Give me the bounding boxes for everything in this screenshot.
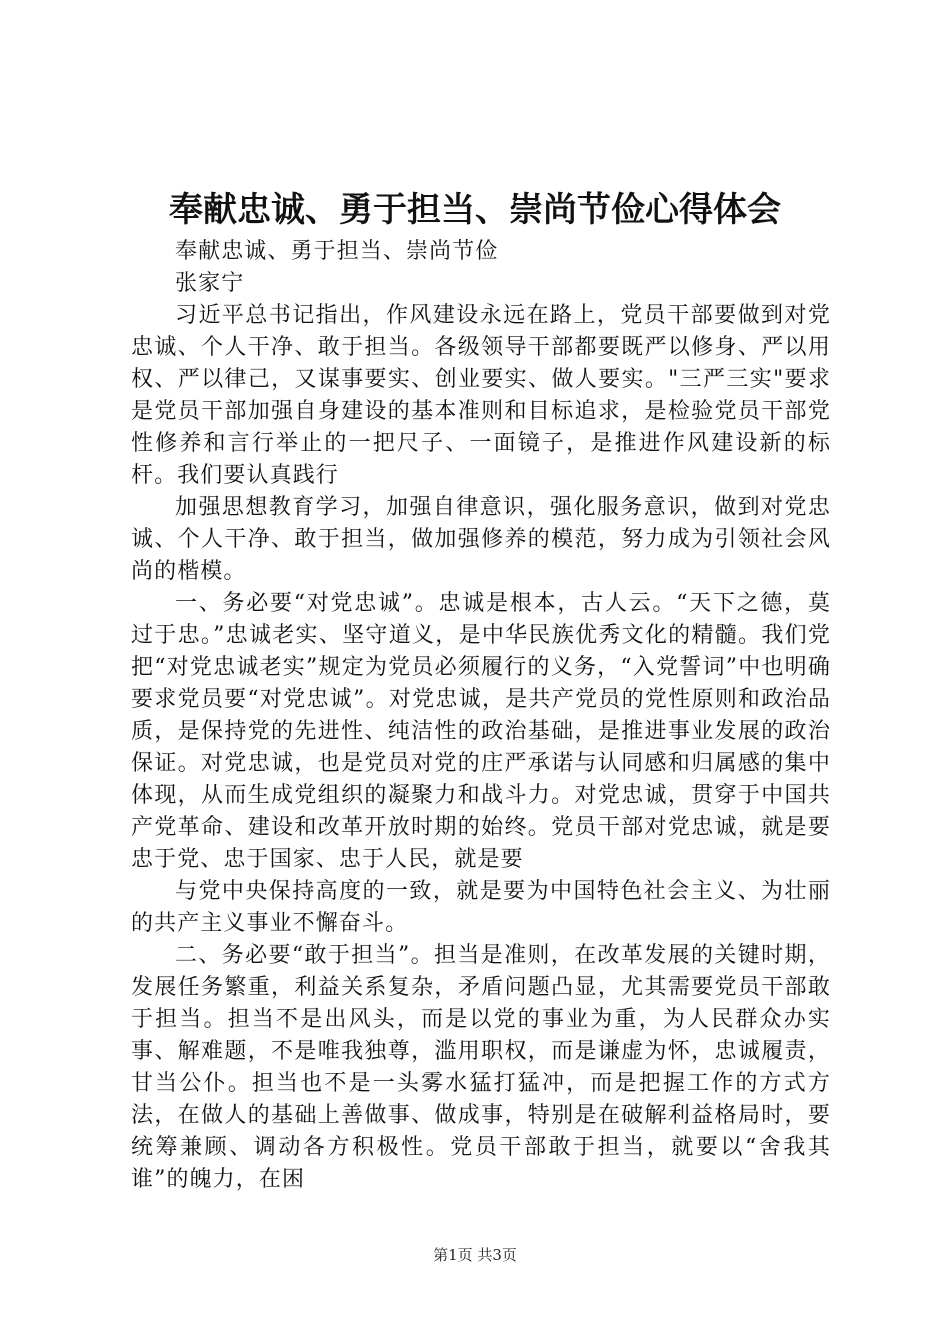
document-title: 奉献忠诚、勇于担当、崇尚节俭心得体会 bbox=[169, 190, 781, 230]
body-paragraph: 二、务必要“敢于担当”。担当是准则，在改革发展的关键时期，发展任务繁重，利益关系复杂，矛盾问题凸显，尤其需要党员干部敢于担当。担当不是出风头，而是以党的事业为重，为人民群众办实事、解难题，不是唯我独尊，滥用职权，而是谦虚为怀，忠诚履责，甘当公仆。担当也不是一头雾水猛打猛冲，而是把握工作的方式方法，在做人的基础上善做事、做成事，特别是在破解利益格局时，要统筹兼顾、调动各方积极性。党员干部敢于担当，就要以“舍我其谁”的魄力，在困 bbox=[131, 943, 831, 1192]
body-paragraph: 习近平总书记指出，作风建设永远在路上，党员干部要做到对党忠诚、个人干净、敢于担当。各级领导干部都要既严以修身、严以用权、严以律己，又谋事要实、创业要实、做人要实。"三严三实"要求是党员干部加强自身建设的基本准则和目标追求，是检验党员干部党性修养和言行举止的一把尺子、一面镜子，是推进作风建设新的标杆。我们要认真践行 bbox=[131, 303, 831, 488]
page-footer: 第1页 共3页 bbox=[433, 1246, 517, 1264]
author-paragraph: 张家宁 bbox=[175, 271, 245, 296]
body-paragraph: 加强思想教育学习，加强自律意识，强化服务意识，做到对党忠诚、个人干净、敢于担当，做加强修养的模范，努力成为引领社会风尚的楷模。 bbox=[131, 495, 831, 584]
subtitle-paragraph: 奉献忠诚、勇于担当、崇尚节俭 bbox=[175, 239, 499, 264]
body-paragraph: 一、务必要“对党忠诚”。忠诚是根本，古人云。“天下之德，莫过于忠。”忠诚老实、坚守道义，是中华民族优秀文化的精髓。我们党把“对党忠诚老实”规定为党员必须履行的义务，“入党誓词”中也明确要求党员要“对党忠诚”。对党忠诚，是共产党员的党性原则和政治品质，是保持党的先进性、纯洁性的政治基础，是推进事业发展的政治保证。对党忠诚，也是党员对党的庄严承诺与认同感和归属感的集中体现，从而生成党组织的凝聚力和战斗力。对党忠诚，贯穿于中国共产党革命、建设和改革开放时期的始终。党员干部对党忠诚，就是要忠于党、忠于国家、忠于人民，就是要 bbox=[131, 591, 831, 872]
body-paragraph: 与党中央保持高度的一致，就是要为中国特色社会主义、为壮丽的共产主义事业不懈奋斗。 bbox=[131, 879, 831, 936]
document-body bbox=[131, 236, 831, 1196]
